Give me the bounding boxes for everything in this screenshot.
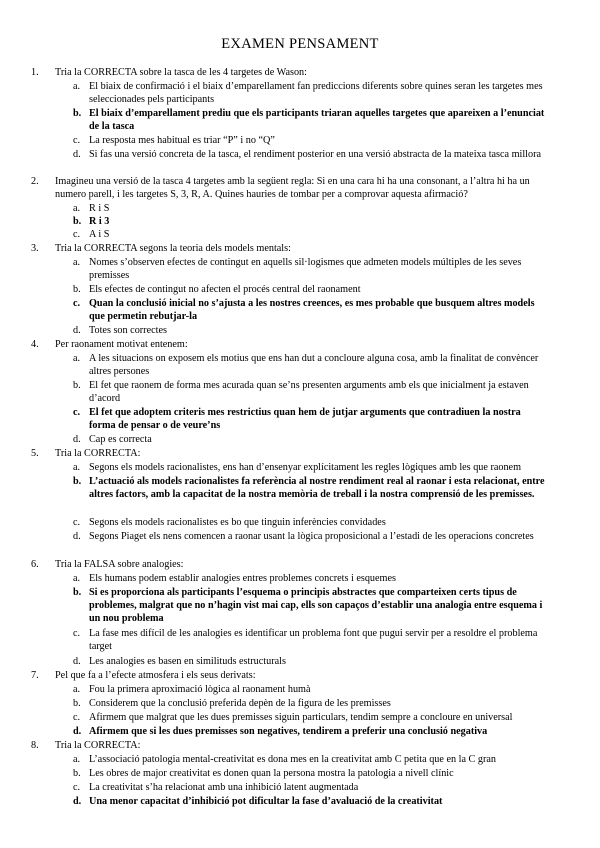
option-text: Considerem que la conclusió preferida depèn de la figura de les premisses bbox=[89, 698, 391, 709]
option-text: La creativitat s’ha relacionat amb una inhibició latent augmentada bbox=[89, 782, 359, 793]
option-letter: a. bbox=[73, 462, 81, 473]
question-3 bbox=[31, 242, 555, 255]
question-text: Tria la CORRECTA: bbox=[55, 740, 141, 751]
option-letter: a. bbox=[73, 684, 81, 695]
option-text: El biaix de confirmació i el biaix d’emparellament fan prediccions diferents sobre quines seran les targetes mes seleccionades pels participants bbox=[89, 81, 543, 105]
option-text: Afirmem que malgrat que les dues premisses siguin particulars, tendim sempre a concloure en universal bbox=[89, 712, 513, 723]
option-letter: a. bbox=[73, 353, 81, 364]
option-text: Les analogies es basen en similituds estructurals bbox=[89, 656, 286, 667]
option-text: R i 3 bbox=[89, 216, 110, 227]
option-text: El fet que raonem de forma mes acurada quan se’ns presenten arguments amb els que inicialment ja estaven d’acord bbox=[89, 380, 529, 404]
question-number: 7. bbox=[31, 670, 39, 681]
option-text: La resposta mes habitual es triar “P” i no “Q” bbox=[89, 135, 275, 146]
option-letter: c. bbox=[73, 229, 81, 240]
option-letter: a. bbox=[73, 203, 81, 214]
option-text: Segons els models racionalistes, ens han d’ensenyar explícitament les regles lògiques amb les que raonem bbox=[89, 462, 521, 473]
option-letter: b. bbox=[73, 284, 81, 295]
option-text: El fet que adoptem criteris mes restrictius quan hem de jutjar arguments que contradiuen la nostra forma de pensar o de veure’ns bbox=[89, 407, 521, 431]
option-letter: c. bbox=[73, 517, 81, 528]
option-text: Nomes s’observen efectes de contingut en aquells sil·logismes que admeten models múltiples de les seves premisses bbox=[89, 257, 522, 281]
option-text: El biaix d’emparellament prediu que els participants triaran aquelles targetes que apareixen a l’enunciat de la tasca bbox=[89, 108, 545, 132]
option-letter: d. bbox=[73, 325, 81, 336]
question-7 bbox=[31, 669, 555, 682]
option-text: Si es proporciona als participants l’esquema o principis abstractes que comparteixen certs tipus de problemes, malgrat que no n’hagin vist mai cap, ells son capaços d’establir una analogia entre esquema i un nou problema bbox=[89, 587, 543, 624]
option-text: Els humans podem establir analogies entres problemes concrets i esquemes bbox=[89, 573, 396, 584]
option-letter: c. bbox=[73, 298, 81, 309]
question-number: 3. bbox=[31, 243, 39, 254]
question-number: 8. bbox=[31, 740, 39, 751]
option-text: Si fas una versió concreta de la tasca, el rendiment posterior en una versió abstracta de la mateixa tasca millora bbox=[89, 149, 542, 160]
option-letter: d. bbox=[73, 434, 81, 445]
option-text: Una menor capacitat d’inhibició pot dificultar la fase d’avaluació de la creativitat bbox=[89, 796, 443, 807]
option-text: A les situacions on exposem els motius que ens han dut a concloure alguna cosa, amb la finalitat de convèncer altres persones bbox=[89, 353, 539, 377]
option-letter: a. bbox=[73, 81, 81, 92]
question-text: Tria la CORRECTA sobre la tasca de les 4 targetes de Wason: bbox=[55, 67, 307, 78]
option-text: Les obres de major creativitat es donen quan la persona mostra la patologia a nivell clínic bbox=[89, 768, 454, 779]
question-6 bbox=[31, 558, 555, 571]
question-4 bbox=[31, 338, 555, 351]
question-8 bbox=[31, 739, 555, 752]
option-letter: c. bbox=[73, 782, 81, 793]
option-letter: c. bbox=[73, 135, 81, 146]
option-text: La fase mes difícil de les analogies es identificar un problema font que pugui servir per a resoldre el problema target bbox=[89, 628, 538, 652]
question-text: Tria la FALSA sobre analogies: bbox=[55, 559, 184, 570]
question-text: Per raonament motivat entenem: bbox=[55, 339, 188, 350]
option-letter: c. bbox=[73, 407, 81, 418]
question-2 bbox=[31, 175, 555, 201]
option-letter: d. bbox=[73, 149, 81, 160]
question-text: Tria la CORRECTA: bbox=[55, 448, 141, 459]
option-text: A i S bbox=[89, 229, 110, 240]
question-1 bbox=[31, 66, 555, 79]
option-letter: d. bbox=[73, 796, 82, 807]
question-5 bbox=[31, 447, 555, 460]
option-letter: b. bbox=[73, 108, 82, 119]
question-number: 2. bbox=[31, 176, 39, 187]
option-letter: b. bbox=[73, 216, 82, 227]
option-letter: b. bbox=[73, 698, 81, 709]
page-title: EXAMEN PENSAMENT bbox=[221, 36, 379, 52]
question-text: Tria la CORRECTA segons la teoria dels models mentals: bbox=[55, 243, 291, 254]
option-text: Segons Piaget els nens comencen a raonar usant la lògica proposicional a l’estadi de les operacions concretes bbox=[89, 531, 534, 542]
option-letter: a. bbox=[73, 754, 81, 765]
question-number: 6. bbox=[31, 559, 39, 570]
option-text: L’actuació als models racionalistes fa referència al nostre rendiment real al raonar i esta relacionat, entre altres factors, amb la capacitat de la nostra memòria de treball i la nostra comprensió de les premisses. bbox=[89, 476, 545, 500]
option-letter: d. bbox=[73, 656, 81, 667]
question-number: 1. bbox=[31, 67, 39, 78]
option-letter: a. bbox=[73, 573, 81, 584]
option-letter: b. bbox=[73, 476, 82, 487]
option-text: L’associació patologia mental-creativitat es dona mes en la creativitat amb C petita que en la C gran bbox=[89, 754, 496, 765]
option-text: Quan la conclusió inicial no s’ajusta a les nostres creences, es mes probable que busquem altres models que permetin rebutjar-la bbox=[89, 298, 535, 322]
question-text: Pel que fa a l’efecte atmosfera i els seus derivats: bbox=[55, 670, 256, 681]
option-letter: c. bbox=[73, 712, 81, 723]
option-letter: b. bbox=[73, 380, 81, 391]
question-number: 4. bbox=[31, 339, 39, 350]
question-text: Imagineu una versió de la tasca 4 targetes amb la següent regla: Si en una cara hi ha una consonant, a l’altra hi ha un numero parell, i les targetes S, 3, R, A. Quines hauries de tombar per a comprovar aquesta afirmació? bbox=[55, 176, 530, 200]
option-letter: c. bbox=[73, 628, 81, 639]
option-letter: a. bbox=[73, 257, 81, 268]
option-text: Afirmem que si les dues premisses son negatives, tendirem a preferir una conclusió negativa bbox=[89, 726, 488, 737]
option-text: Totes son correctes bbox=[89, 325, 167, 336]
option-letter: b. bbox=[73, 768, 81, 779]
option-text: Fou la primera aproximació lògica al raonament humà bbox=[89, 684, 311, 695]
question-number: 5. bbox=[31, 448, 39, 459]
option-text: Segons els models racionalistes es bo que tinguin inferències convidades bbox=[89, 517, 386, 528]
option-letter: b. bbox=[73, 587, 82, 598]
option-letter: d. bbox=[73, 531, 81, 542]
option-text: Cap es correcta bbox=[89, 434, 152, 445]
option-text: R i S bbox=[89, 203, 110, 214]
option-letter: d. bbox=[73, 726, 82, 737]
option-text: Els efectes de contingut no afecten el procés central del raonament bbox=[89, 284, 361, 295]
